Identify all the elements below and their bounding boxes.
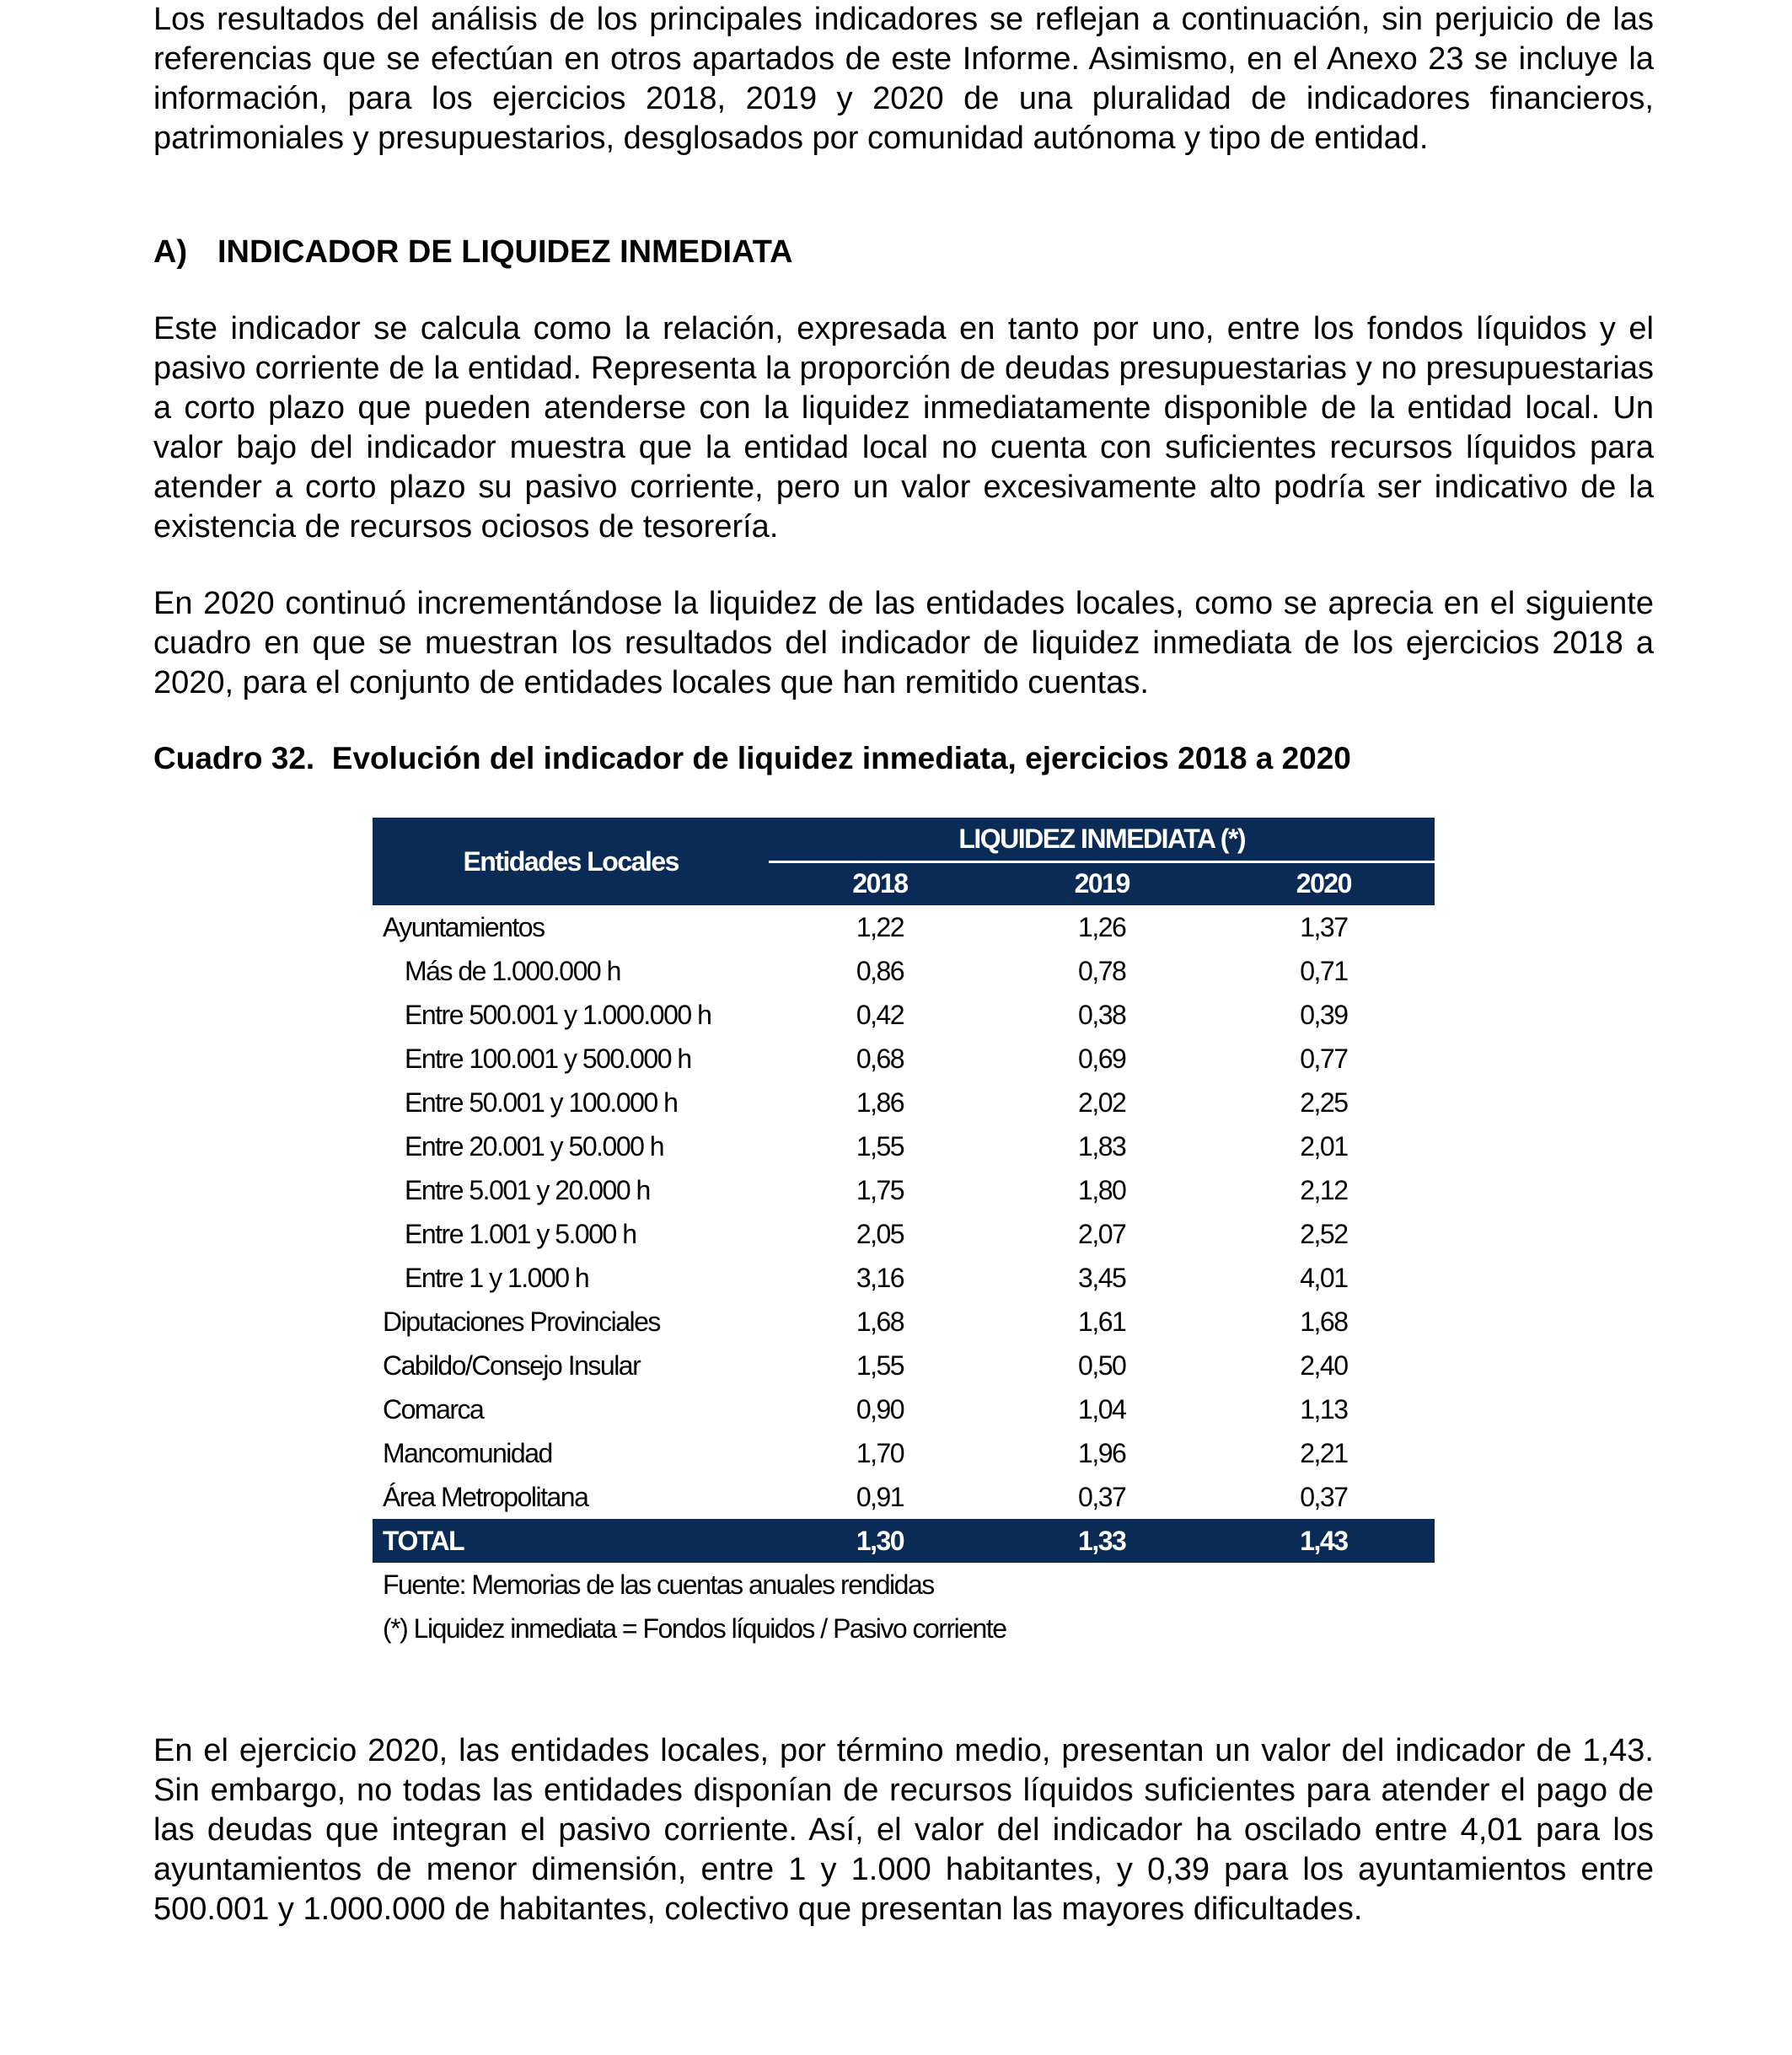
cell-value: 2,05	[856, 1218, 904, 1249]
year-header: 2018	[769, 861, 990, 905]
formula-note: (*) Liquidez inmediata = Fondos líquidos / Pasivo corriente	[383, 1613, 1006, 1644]
row-label: Entre 500.001 y 1.000.000 h	[405, 999, 711, 1030]
table-row	[373, 1168, 1435, 1212]
cell-value: 0,50	[1078, 1349, 1126, 1381]
cell-value: 2,40	[1300, 1349, 1348, 1381]
table-row	[373, 1431, 1435, 1475]
cell-value: 2,21	[1300, 1437, 1348, 1468]
conclusion-paragraph: En el ejercicio 2020, las entidades locales, por término medio, presentan un valor del indicador de 1,43. Sin embargo, no todas las entidades disponían de recursos líquidos suficientes para atender el pago de las deudas que integran el pasivo corriente. Así, el valor del indicador ha oscilado entre 4,01 para los ayuntamientos de menor dimensión, entre 1 y 1.000 habitantes, y 0,39 para los ayuntamientos entre 500.001 y 1.000.000 de habitantes, colectivo que presentan las mayores dificultades.	[153, 1733, 1654, 1927]
table-row	[373, 949, 1435, 993]
cell-value: 0,68	[856, 1043, 904, 1074]
row-label: Entre 1.001 y 5.000 h	[405, 1218, 636, 1249]
table-row	[373, 1344, 1435, 1387]
table-row	[373, 1124, 1435, 1168]
row-label: Entre 100.001 y 500.000 h	[405, 1043, 691, 1074]
total-value: 1,30	[769, 1519, 990, 1563]
cell-value: 0,37	[1300, 1481, 1348, 1512]
total-label: TOTAL	[373, 1519, 769, 1563]
cell-value: 2,52	[1300, 1218, 1348, 1249]
intro-paragraph: Los resultados del análisis de los principales indicadores se reflejan a continuación, sin perjuicio de las referencias que se efectúan en otros apartados de este Informe. Asimismo, en el Anexo 23 se incluye la información, para los ejercicios 2018, 2019 y 2020 de una pluralidad de indicadores financieros, patrimoniales y presupuestarios, desglosados por comunidad autónoma y tipo de entidad.	[153, 2, 1654, 156]
row-label: Área Metropolitana	[383, 1481, 588, 1512]
cell-value: 1,96	[1078, 1437, 1126, 1468]
cell-value: 2,01	[1300, 1130, 1348, 1162]
cell-value: 1,37	[1300, 911, 1348, 942]
cell-value: 1,75	[856, 1174, 904, 1205]
cell-value: 0,37	[1078, 1481, 1126, 1512]
table-row	[373, 993, 1435, 1037]
cell-value: 1,61	[1078, 1306, 1126, 1337]
row-label: Entre 50.001 y 100.000 h	[405, 1087, 678, 1118]
cell-value: 2,07	[1078, 1218, 1126, 1249]
cell-value: 1,22	[856, 911, 904, 942]
section-letter: A)	[153, 234, 188, 270]
cell-value: 0,86	[856, 955, 904, 986]
cell-value: 2,25	[1300, 1087, 1348, 1118]
section-title: INDICADOR DE LIQUIDEZ INMEDIATA	[217, 234, 793, 270]
cell-value: 0,69	[1078, 1043, 1126, 1074]
context-paragraph: En 2020 continuó incrementándose la liquidez de las entidades locales, como se aprecia en el siguiente cuadro en que se muestran los resultados del indicador de liquidez inmediata de los ejercicios 2018 a 2020, para el conjunto de entidades locales que han remitido cuentas.	[153, 586, 1654, 700]
cell-value: 4,01	[1300, 1262, 1348, 1293]
cell-value: 1,68	[1300, 1306, 1348, 1337]
definition-paragraph: Este indicador se calcula como la relación, expresada en tanto por uno, entre los fondos líquidos y el pasivo corriente de la entidad. Representa la proporción de deudas presupuestarias y no presupuestarias a corto plazo que pueden atenderse con la liquidez inmediatamente disponible de la entidad local. Un valor bajo del indicador muestra que la entidad local no cuenta con suficientes recursos líquidos para atender a corto plazo su pasivo corriente, pero un valor excesivamente alto podría ser indicativo de la existencia de recursos ociosos de tesorería.	[153, 311, 1654, 545]
row-label: Diputaciones Provinciales	[383, 1306, 660, 1337]
cell-value: 0,91	[856, 1481, 904, 1512]
cell-value: 1,83	[1078, 1130, 1126, 1162]
cell-value: 1,68	[856, 1306, 904, 1337]
table-row	[373, 1037, 1435, 1081]
row-label: Ayuntamientos	[383, 911, 545, 942]
cell-value: 0,78	[1078, 955, 1126, 986]
row-label: Más de 1.000.000 h	[405, 955, 620, 986]
cell-value: 2,02	[1078, 1087, 1126, 1118]
source-note: Fuente: Memorias de las cuentas anuales rendidas	[383, 1569, 934, 1600]
table-row	[373, 1256, 1435, 1300]
row-label: Cabildo/Consejo Insular	[383, 1349, 641, 1381]
cell-value: 1,86	[856, 1087, 904, 1118]
year-header: 2020	[1213, 861, 1435, 905]
cell-value: 2,12	[1300, 1174, 1348, 1205]
cell-value: 0,90	[856, 1393, 904, 1425]
cell-value: 1,80	[1078, 1174, 1126, 1205]
entity-column-header: Entidades Locales	[373, 818, 769, 905]
table-row	[373, 1475, 1435, 1519]
cell-value: 1,13	[1300, 1393, 1348, 1425]
row-label: Comarca	[383, 1393, 484, 1425]
row-label: Mancomunidad	[383, 1437, 552, 1468]
cell-value: 0,38	[1078, 999, 1126, 1030]
cell-value: 0,71	[1300, 955, 1348, 986]
table-body	[373, 905, 1435, 1563]
cell-value: 0,39	[1300, 999, 1348, 1030]
table-caption: Cuadro 32. Evolución del indicador de liquidez inmediata, ejercicios 2018 a 2020	[153, 741, 1351, 775]
table-row	[373, 905, 1435, 949]
section-heading	[153, 233, 793, 272]
cell-value: 1,55	[856, 1130, 904, 1162]
total-value: 1,43	[1213, 1519, 1435, 1563]
total-value: 1,33	[991, 1519, 1213, 1563]
cell-value: 1,55	[856, 1349, 904, 1381]
liquidity-group-header: LIQUIDEZ INMEDIATA (*)	[769, 818, 1435, 861]
liquidity-table-container	[373, 818, 1435, 1650]
cell-value: 0,42	[856, 999, 904, 1030]
table-row	[373, 1212, 1435, 1256]
row-label: Entre 5.001 y 20.000 h	[405, 1174, 650, 1205]
row-label: Entre 1 y 1.000 h	[405, 1262, 589, 1293]
row-label: Entre 20.001 y 50.000 h	[405, 1130, 664, 1162]
liquidity-table	[373, 818, 1435, 1563]
cell-value: 3,16	[856, 1262, 904, 1293]
cell-value: 1,70	[856, 1437, 904, 1468]
total-row	[373, 1519, 1435, 1563]
table-row	[373, 1300, 1435, 1344]
year-header: 2019	[991, 861, 1213, 905]
cell-value: 3,45	[1078, 1262, 1126, 1293]
cell-value: 1,26	[1078, 911, 1126, 942]
table-row	[373, 1081, 1435, 1124]
cell-value: 1,04	[1078, 1393, 1126, 1425]
cell-value: 0,77	[1300, 1043, 1348, 1074]
table-row	[373, 1387, 1435, 1431]
